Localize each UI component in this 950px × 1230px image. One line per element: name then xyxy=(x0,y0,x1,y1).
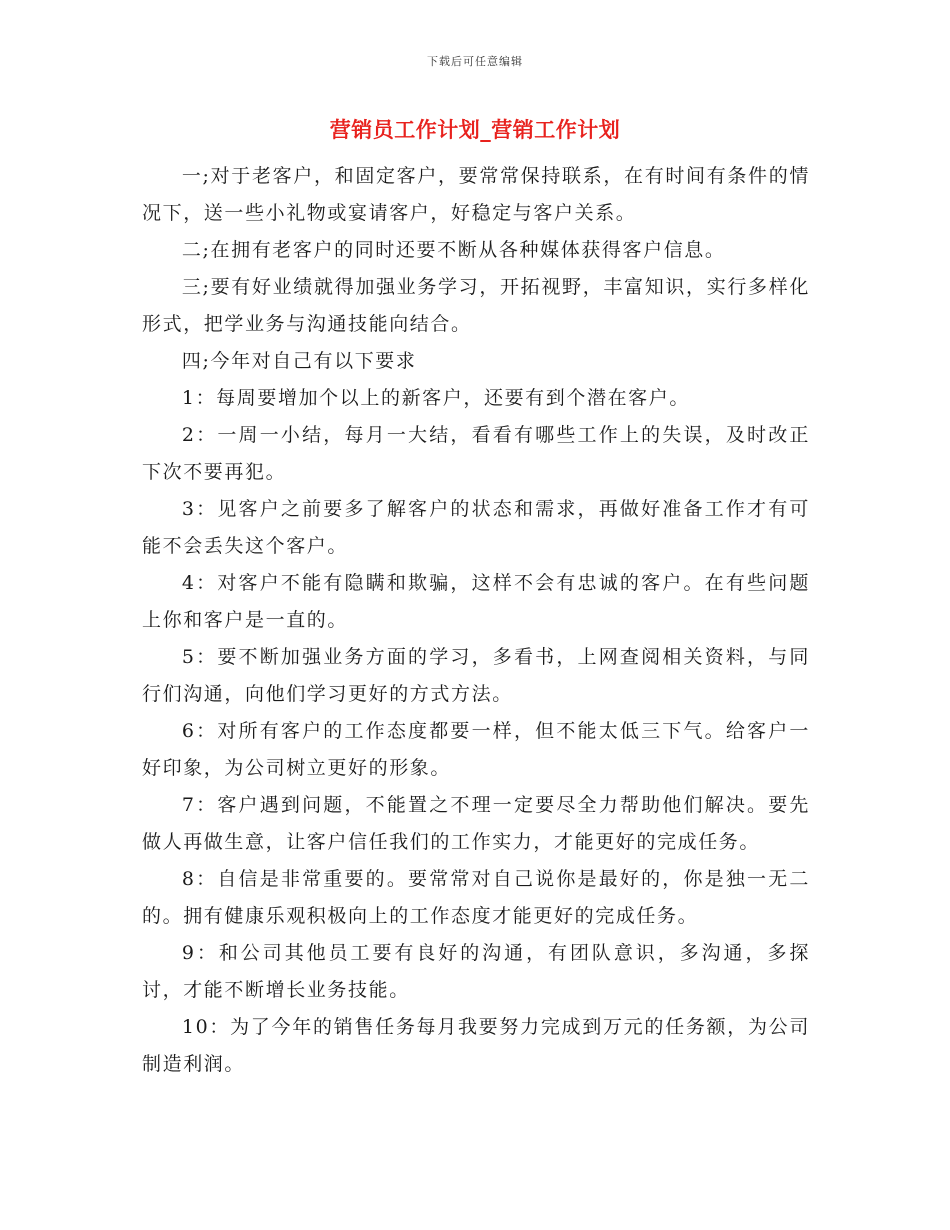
paragraph-2: 二;在拥有老客户的同时还要不断从各种媒体获得客户信息。 xyxy=(181,239,726,261)
header-note: 下载后可任意编辑 xyxy=(427,55,523,68)
paragraph-4: 四;今年对自己有以下要求 xyxy=(181,350,417,372)
list-item-7: 7：客户遇到问题，不能置之不理一定要尽全力帮助他们解决。要先做人再做生意，让客户信任我们的工作实力，才能更好的完成任务。 xyxy=(142,794,810,853)
list-item-2: 2：一周一小结，每月一大结，看看有哪些工作上的失误，及时改正下次不要再犯。 xyxy=(142,424,810,483)
list-item-3: 3：见客户之前要多了解客户的状态和需求，再做好准备工作才有可能不会丢失这个客户。 xyxy=(142,498,810,557)
list-item-6: 6：对所有客户的工作态度都要一样，但不能太低三下气。给客户一好印象，为公司树立更好的形象。 xyxy=(142,720,810,779)
list-item-8: 8：自信是非常重要的。要常常对自己说你是最好的，你是独一无二的。拥有健康乐观积极向上的工作态度才能更好的完成任务。 xyxy=(142,868,810,927)
document-body xyxy=(142,158,810,1083)
list-item-9: 9：和公司其他员工要有良好的沟通，有团队意识，多沟通，多探讨，才能不断增长业务技能。 xyxy=(142,942,810,1001)
paragraph-1: 一;对于老客户，和固定客户，要常常保持联系，在有时间有条件的情况下，送一些小礼物或宴请客户，好稳定与客户关系。 xyxy=(142,165,810,224)
list-item-1: 1：每周要增加个以上的新客户，还要有到个潜在客户。 xyxy=(181,387,690,409)
list-item-10: 10：为了今年的销售任务每月我要努力完成到万元的任务额，为公司制造利润。 xyxy=(142,1016,810,1075)
paragraph-3: 三;要有好业绩就得加强业务学习，开拓视野，丰富知识，实行多样化形式，把学业务与沟通技能向结合。 xyxy=(142,276,810,335)
list-item-5: 5：要不断加强业务方面的学习，多看书，上网查阅相关资料，与同行们沟通，向他们学习更好的方式方法。 xyxy=(142,646,810,705)
list-item-4: 4：对客户不能有隐瞒和欺骗，这样不会有忠诚的客户。在有些问题上你和客户是一直的。 xyxy=(142,572,810,631)
page-title: 营销员工作计划_营销工作计划 xyxy=(329,118,621,142)
